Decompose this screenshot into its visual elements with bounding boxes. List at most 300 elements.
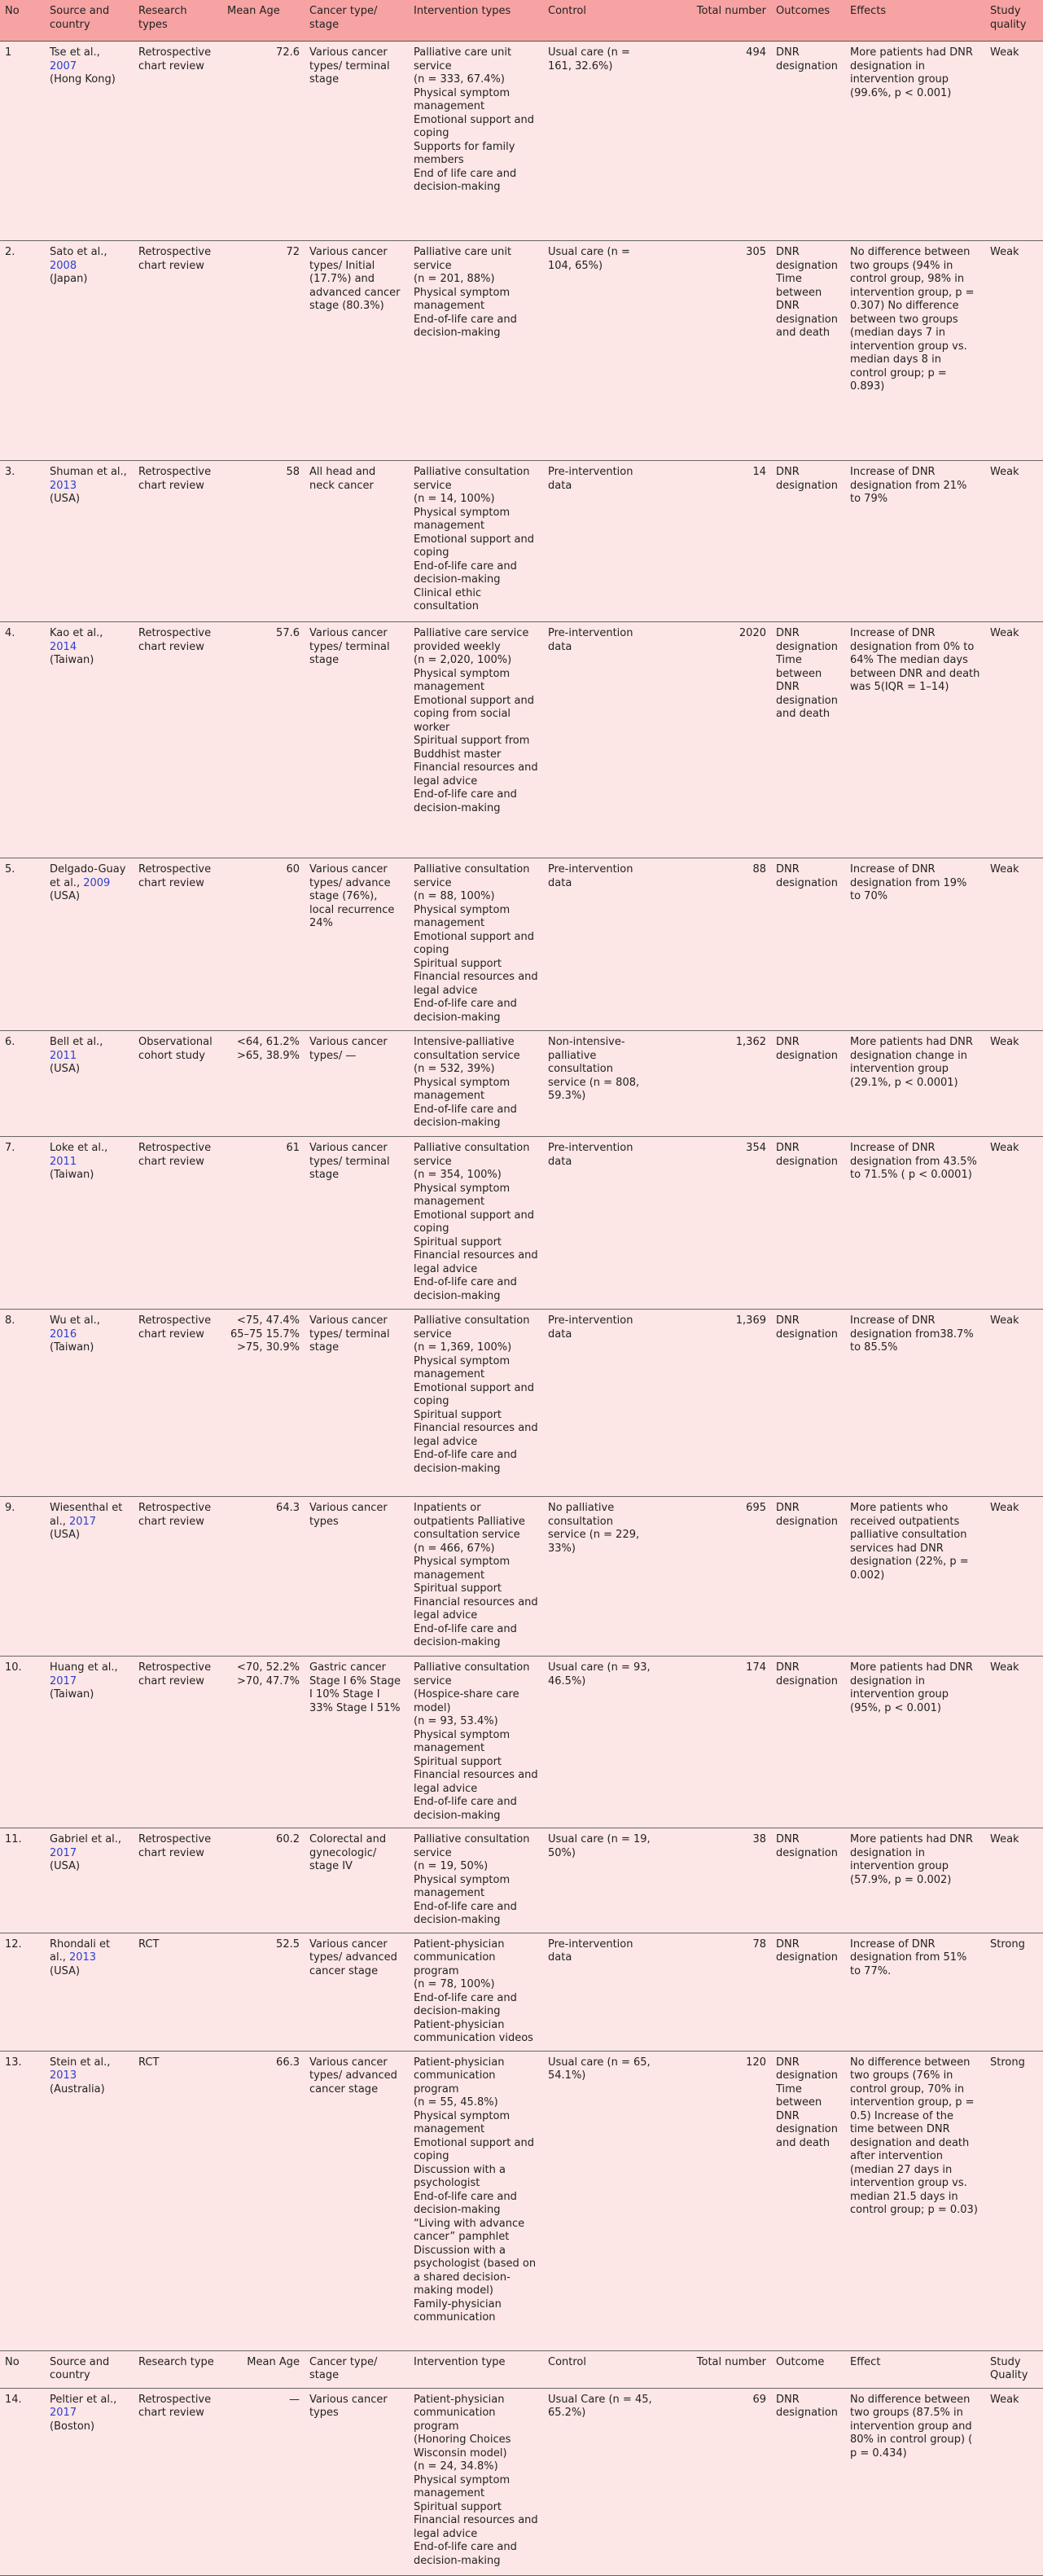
effects: More patients had DNR designation in intervention group (95%, p < 0.001) <box>850 1661 973 1714</box>
cancer-stage: Various cancer types <box>309 1502 388 1528</box>
table-row <box>0 1933 1043 2051</box>
intervention-line: Physical symptom management <box>414 86 511 112</box>
table-row <box>0 42 1043 241</box>
outcomes: DNR designation Time between DNR designation and death <box>776 2056 838 2149</box>
total-number: 2020 <box>738 627 766 639</box>
author: Loke et al., <box>50 1142 108 1154</box>
intervention-line: Spiritual support from Buddhist master <box>414 735 530 761</box>
intervention-line: Emotional support and coping <box>414 1381 534 1407</box>
control: Usual care (n = 19, 50%) <box>548 1833 651 1859</box>
row-number: 8. <box>5 1314 15 1327</box>
citation-link[interactable]: 2016 <box>50 1327 77 1341</box>
intervention-line: Discussion with a psychologist (based on a shared decision-making model) <box>414 2244 537 2297</box>
intervention-line: Financial resources and legal advice <box>414 761 538 788</box>
control: Non-intensive-palliative consultation service (n = 808, 59.3%) <box>548 1036 640 1102</box>
table-row <box>0 858 1043 1031</box>
citation-link[interactable]: 2014 <box>50 640 77 653</box>
intervention-line: Physical symptom management <box>414 903 511 929</box>
col-intervention: Intervention types <box>409 0 543 42</box>
row-number: 4. <box>5 627 15 639</box>
mean-age: 72.6 <box>276 46 300 59</box>
intervention-line: (n = 24, 34.8%) <box>414 2460 498 2473</box>
intervention-line: Physical symptom management <box>414 667 511 693</box>
intervention-line: (n = 19, 50%) <box>414 1860 489 1872</box>
intervention-line: Palliative care service provided weekly <box>414 627 529 653</box>
total-number: 78 <box>752 1937 766 1951</box>
citation-link[interactable]: 2017 <box>50 1674 77 1687</box>
row-number: 6. <box>5 1036 15 1048</box>
intervention-cell <box>409 1310 543 1497</box>
country: (USA) <box>50 493 81 505</box>
mean-age: — <box>289 2393 300 2406</box>
col-research: Research types <box>134 0 222 42</box>
total-number: 38 <box>752 1833 766 1845</box>
row-number: 13. <box>5 2056 22 2069</box>
cancer-stage: Various cancer types/ advance stage (76%), local recurrence 24% <box>309 863 395 929</box>
row-number: 10. <box>5 1661 22 1674</box>
table-header <box>0 0 1043 42</box>
intervention-line: Palliative consultation service <box>414 466 530 492</box>
cancer-stage: Various cancer types/ terminal stage <box>309 1142 390 1181</box>
intervention-line: Clinical ethic consultation <box>414 586 482 612</box>
research-type: Retrospective chart review <box>138 246 212 272</box>
intervention-line: Physical symptom management <box>414 1354 511 1380</box>
control: Usual Care (n = 45, 65.2%) <box>548 2393 652 2419</box>
control: Usual care (n = 93, 46.5%) <box>548 1661 651 1687</box>
total-number: 305 <box>746 246 766 258</box>
intervention-line: End-of-life care and decision-making <box>414 1900 517 1926</box>
source-cell <box>45 1137 134 1310</box>
total-number: 354 <box>746 1142 766 1154</box>
citation-link[interactable]: 2013 <box>50 2069 77 2082</box>
subheader-no: No <box>0 2350 45 2388</box>
row-number: 14. <box>5 2393 22 2406</box>
total-number: 120 <box>746 2056 766 2069</box>
intervention-cell <box>409 241 543 461</box>
effects: More patients had DNR designation in intervention group (99.6%, p < 0.001) <box>850 46 973 99</box>
source-cell <box>45 1497 134 1657</box>
cancer-stage: Various cancer types/ advanced cancer stage <box>309 2056 397 2095</box>
row-number: 3. <box>5 466 15 478</box>
intervention-line: (n = 14, 100%) <box>414 493 495 505</box>
outcomes: DNR designation <box>776 466 838 492</box>
cancer-stage: All head and neck cancer <box>309 466 376 492</box>
citation-link[interactable]: 2017 <box>68 1515 97 1528</box>
row-number: 12. <box>5 1937 22 1951</box>
intervention-line: Palliative consultation service <box>414 1142 530 1168</box>
intervention-line: Physical symptom management <box>414 2473 511 2499</box>
mean-age: 72 <box>286 246 300 258</box>
outcomes: DNR designation <box>776 1142 838 1168</box>
cancer-stage: Various cancer types/ — <box>309 1036 388 1062</box>
source-cell <box>45 461 134 622</box>
country: (Taiwan) <box>50 1688 94 1701</box>
cancer-stage: Various cancer types/ Initial (17.7%) and advanced cancer stage (80.3%) <box>309 246 401 312</box>
research-type: Retrospective chart review <box>138 46 212 72</box>
control: Usual care (n = 104, 65%) <box>548 246 630 272</box>
intervention-line: End-of-life care and decision-making <box>414 1796 517 1822</box>
source-cell <box>45 1828 134 1933</box>
author: Peltier et al., <box>50 2393 117 2406</box>
study-quality: Weak <box>990 466 1019 478</box>
table-row <box>0 241 1043 461</box>
intervention-line: Patient-physician communication program <box>414 2393 505 2433</box>
intervention-line: Emotional support and coping <box>414 2136 534 2162</box>
intervention-line: End-of-life care and decision-making <box>414 1449 517 1475</box>
intervention-cell <box>409 1031 543 1137</box>
author: Wiesenthal et al., <box>50 1502 123 1528</box>
intervention-line: End-of-life care and decision-making <box>414 1991 517 2017</box>
intervention-line: End-of-life care and decision-making <box>414 313 517 339</box>
intervention-line: Patient-physician communication program <box>414 2056 505 2095</box>
effects: Increase of DNR designation from38.7% to 85.5% <box>850 1314 974 1354</box>
intervention-line: Emotional support and coping <box>414 930 534 956</box>
country: (Taiwan) <box>50 1169 94 1181</box>
intervention-cell <box>409 2388 543 2575</box>
intervention-line: Physical symptom management <box>414 1873 511 1899</box>
intervention-line: End-of-life care and decision-making <box>414 1103 517 1129</box>
citation-link[interactable]: 2011 <box>50 1155 77 1168</box>
study-quality: Weak <box>990 1833 1019 1845</box>
control: Pre-intervention data <box>548 466 633 492</box>
intervention-line: (n = 354, 100%) <box>414 1169 502 1181</box>
research-type: Retrospective chart review <box>138 1833 212 1859</box>
intervention-line: Emotional support and coping from social worker <box>414 694 534 734</box>
author: Delgado-Guay et al., <box>50 863 126 889</box>
intervention-cell <box>409 461 543 622</box>
source-cell <box>45 622 134 858</box>
study-quality: Weak <box>990 1314 1019 1327</box>
outcomes: DNR designation <box>776 1314 838 1341</box>
author: Sato et al., <box>50 246 107 258</box>
cancer-stage: Various cancer types/ terminal stage <box>309 1314 390 1354</box>
citation-link[interactable]: 2013 <box>68 1951 97 1964</box>
country: (Hong Kong) <box>50 73 116 86</box>
mean-age: <64, 61.2% >65, 38.9% <box>237 1036 300 1062</box>
intervention-line: (n = 201, 88%) <box>414 273 495 285</box>
col-control: Control <box>543 0 658 42</box>
country: (Taiwan) <box>50 1341 94 1354</box>
intervention-line: Palliative care unit service <box>414 46 512 72</box>
intervention-line: Financial resources and legal advice <box>414 1769 538 1795</box>
control: Pre-intervention data <box>548 627 633 653</box>
research-type: Retrospective chart review <box>138 863 212 889</box>
subheader-cancer: Cancer type/ stage <box>305 2350 409 2388</box>
intervention-line: (Hospice-share care model) <box>414 1688 519 1714</box>
table-row <box>0 1497 1043 1657</box>
row-number: 2. <box>5 246 15 258</box>
total-number: 1,369 <box>735 1314 766 1327</box>
table-body <box>0 42 1043 2576</box>
mean-age: <70, 52.2% >70, 47.7% <box>237 1661 300 1687</box>
study-quality: Weak <box>990 1036 1019 1048</box>
intervention-line: (n = 532, 39%) <box>414 1063 495 1075</box>
intervention-line: Patient-physician communication videos <box>414 2018 533 2044</box>
research-type: Retrospective chart review <box>138 1661 212 1687</box>
author: Huang et al., <box>50 1661 118 1674</box>
mean-age: 58 <box>286 466 300 478</box>
intervention-cell <box>409 1497 543 1657</box>
col-no: No <box>0 0 45 42</box>
subheader-intervention: Intervention type <box>409 2350 543 2388</box>
intervention-line: Spiritual support <box>414 1235 502 1249</box>
intervention-line: (n = 2,020, 100%) <box>414 654 512 666</box>
country: (USA) <box>50 890 81 902</box>
col-quality: Study quality <box>985 0 1043 42</box>
row-number: 1 <box>5 46 12 59</box>
intervention-line: Physical symptom management <box>414 506 511 532</box>
research-type: RCT <box>138 1937 160 1951</box>
intervention-line: End-of-life care and decision-making <box>414 2190 517 2216</box>
study-quality: Weak <box>990 1502 1019 1514</box>
table-row <box>0 622 1043 858</box>
cancer-stage: Various cancer types <box>309 2393 388 2419</box>
intervention-line: Family-physician communication <box>414 2297 502 2324</box>
col-cancer: Cancer type/ stage <box>305 0 409 42</box>
research-type: Retrospective chart review <box>138 1142 212 1168</box>
total-number: 1,362 <box>735 1036 766 1048</box>
intervention-line: Palliative consultation service <box>414 863 530 889</box>
intervention-line: End-of-life care and decision-making <box>414 1276 517 1302</box>
table-row <box>0 461 1043 622</box>
intervention-line: (n = 78, 100%) <box>414 1978 495 1990</box>
row-number: 9. <box>5 1502 15 1514</box>
intervention-line: Financial resources and legal advice <box>414 2514 538 2540</box>
study-quality: Strong <box>990 1937 1025 1951</box>
intervention-line: Inpatients or outpatients Palliative consultation service <box>414 1502 525 1541</box>
intervention-cell <box>409 42 543 241</box>
intervention-line: Emotional support and coping <box>414 113 534 139</box>
intervention-line: Financial resources and legal advice <box>414 971 538 997</box>
country: (USA) <box>50 1964 81 1977</box>
subheader-age: Mean Age <box>222 2350 305 2388</box>
mean-age: 61 <box>286 1142 300 1154</box>
research-type: Retrospective chart review <box>138 627 212 653</box>
effects: Increase of DNR designation from 21% to 79% <box>850 466 967 505</box>
table-row <box>0 2051 1043 2350</box>
cancer-stage: Various cancer types/ advanced cancer stage <box>309 1937 397 1977</box>
research-type: Retrospective chart review <box>138 1314 212 1341</box>
intervention-line: Discussion with a psychologist <box>414 2163 506 2189</box>
research-type: Retrospective chart review <box>138 466 212 492</box>
citation-link[interactable]: 2011 <box>50 1049 77 1062</box>
table-row <box>0 2388 1043 2575</box>
effects: Increase of DNR designation from 51% to 77%. <box>850 1937 967 1977</box>
intervention-line: End-of-life care and decision-making <box>414 560 517 586</box>
intervention-line: Spiritual support <box>414 957 502 970</box>
mean-age: 64.3 <box>276 1502 300 1514</box>
intervention-line: End-of-life care and decision-making <box>414 1622 517 1648</box>
intervention-line: End-of-life care and decision-making <box>414 998 517 1024</box>
intervention-line: Intensive-palliative consultation service <box>414 1036 520 1062</box>
study-quality: Strong <box>990 2056 1025 2069</box>
intervention-cell <box>409 2051 543 2350</box>
row-number: 5. <box>5 863 15 875</box>
intervention-line: Spiritual support <box>414 1408 502 1421</box>
source-cell <box>45 1933 134 2051</box>
intervention-line: Supports for family members <box>414 140 515 166</box>
col-age: Mean Age <box>222 0 305 42</box>
control: Usual care (n = 161, 32.6%) <box>548 46 630 72</box>
mean-age: 60 <box>286 863 300 875</box>
citation-link[interactable]: 2007 <box>50 59 77 72</box>
intervention-line: Physical symptom management <box>414 286 511 312</box>
outcomes: DNR designation Time between DNR designation and death <box>776 246 838 339</box>
citation-link[interactable]: 2013 <box>50 479 77 492</box>
table-row <box>0 1657 1043 1828</box>
intervention-line: End-of-life care and decision-making <box>414 2541 517 2567</box>
repeated-header-row <box>0 2350 1043 2388</box>
research-type: RCT <box>138 2056 160 2069</box>
intervention-cell <box>409 1828 543 1933</box>
study-quality: Weak <box>990 46 1019 59</box>
effects: Increase of DNR designation from 19% to 70% <box>850 863 967 902</box>
cancer-stage: Gastric cancer Stage I 6% Stage I 10% Stage I 33% Stage I 51% <box>309 1661 401 1714</box>
intervention-line: (n = 93, 53.4%) <box>414 1715 498 1727</box>
research-type: Observational cohort study <box>138 1036 213 1062</box>
research-type: Retrospective chart review <box>138 2393 212 2419</box>
intervention-line: End of life care and decision-making <box>414 167 517 193</box>
table-row <box>0 1310 1043 1497</box>
intervention-line: Palliative consultation service <box>414 1833 530 1859</box>
subheader-total: Total number <box>658 2350 771 2388</box>
col-source: Source and country <box>45 0 134 42</box>
outcomes: DNR designation <box>776 1502 838 1528</box>
subheader-control: Control <box>543 2350 658 2388</box>
mean-age: 52.5 <box>276 1937 300 1951</box>
control: Pre-intervention data <box>548 1937 633 1964</box>
source-cell <box>45 42 134 241</box>
outcomes: DNR designation Time between DNR designation and death <box>776 627 838 720</box>
intervention-line: Patient-physician communication program <box>414 1937 505 1977</box>
table-row <box>0 1137 1043 1310</box>
subheader-research: Research type <box>134 2350 222 2388</box>
country: (Japan) <box>50 273 88 285</box>
intervention-line: Spiritual support <box>414 2500 502 2513</box>
intervention-cell <box>409 1933 543 2051</box>
source-cell <box>45 1310 134 1497</box>
intervention-line: Emotional support and coping <box>414 533 534 559</box>
control: Pre-intervention data <box>548 1314 633 1341</box>
outcomes: DNR designation <box>776 1036 838 1062</box>
effects: More patients had DNR designation in intervention group (57.9%, p = 0.002) <box>850 1833 973 1886</box>
author: Bell et al., <box>50 1036 103 1048</box>
total-number: 14 <box>752 466 766 478</box>
country: (USA) <box>50 1063 81 1075</box>
intervention-line: Spiritual support <box>414 1755 502 1768</box>
author: Tse et al., <box>50 46 100 59</box>
outcomes: DNR designation <box>776 863 838 889</box>
total-number: 695 <box>746 1502 766 1514</box>
source-cell <box>45 858 134 1031</box>
study-quality: Weak <box>990 863 1019 875</box>
intervention-line: Physical symptom management <box>414 1556 511 1582</box>
intervention-line: Physical symptom management <box>414 1182 511 1208</box>
outcomes: DNR designation <box>776 1937 838 1964</box>
outcomes: DNR designation <box>776 2393 838 2419</box>
source-cell <box>45 2051 134 2350</box>
intervention-line: (n = 466, 67%) <box>414 1542 495 1555</box>
total-number: 494 <box>746 46 766 59</box>
row-number: 7. <box>5 1142 15 1154</box>
control: Pre-intervention data <box>548 1142 633 1168</box>
author: Kao et al., <box>50 627 103 639</box>
intervention-cell <box>409 622 543 858</box>
total-number: 174 <box>746 1661 766 1674</box>
study-quality: Weak <box>990 1661 1019 1674</box>
author: Gabriel et al., <box>50 1833 122 1845</box>
study-quality: Weak <box>990 1142 1019 1154</box>
source-cell <box>45 1031 134 1137</box>
effects: More patients who received outpatients palliative consultation services had DNR designation (22%, p = 0.002) <box>850 1502 969 1582</box>
citation-link[interactable]: 2008 <box>50 259 77 272</box>
intervention-line: Physical symptom management <box>414 1728 511 1754</box>
author: Shuman et al., <box>50 466 127 478</box>
intervention-line: (n = 333, 67.4%) <box>414 73 505 86</box>
citation-link[interactable]: 2017 <box>50 2407 77 2419</box>
intervention-line: “Living with advance cancer” pamphlet <box>414 2217 525 2243</box>
col-total: Total number <box>658 0 771 42</box>
control: Usual care (n = 65, 54.1%) <box>548 2056 651 2082</box>
author: Stein et al., <box>50 2056 111 2069</box>
table-row <box>0 1031 1043 1137</box>
mean-age: 66.3 <box>276 2056 300 2069</box>
intervention-line: Palliative consultation service <box>414 1314 530 1341</box>
intervention-line: (n = 55, 45.8%) <box>414 2096 498 2109</box>
col-outcomes: Outcomes <box>771 0 845 42</box>
effects: No difference between two groups (87.5% in intervention group and 80% in control group) ( p = 0.434) <box>850 2393 973 2460</box>
intervention-cell <box>409 1137 543 1310</box>
source-cell <box>45 2388 134 2575</box>
table-row <box>0 1828 1043 1933</box>
intervention-line: Emotional support and coping <box>414 1209 534 1235</box>
subheader-effects: Effect <box>845 2350 985 2388</box>
total-number: 88 <box>752 863 766 875</box>
mean-age: <75, 47.4% 65–75 15.7% >75, 30.9% <box>230 1314 300 1354</box>
author: Wu et al., <box>50 1314 100 1327</box>
row-number: 11. <box>5 1833 22 1845</box>
source-cell <box>45 1657 134 1828</box>
col-effects: Effects <box>845 0 985 42</box>
author: Rhondali et al., <box>50 1937 111 1964</box>
effects: No difference between two groups (94% in control group, 98% in intervention group, p = 0.307) No difference between two groups (median days 7 in intervention group vs. median days 8 in control group; p = 0.893) <box>850 246 975 393</box>
mean-age: 60.2 <box>276 1833 300 1845</box>
intervention-line: Physical symptom management <box>414 1076 511 1102</box>
country: (USA) <box>50 1860 81 1872</box>
study-quality: Weak <box>990 2393 1019 2406</box>
intervention-line: (n = 1,369, 100%) <box>414 1341 512 1354</box>
outcomes: DNR designation <box>776 46 838 72</box>
intervention-line: (Honoring Choices Wisconsin model) <box>414 2433 511 2460</box>
intervention-line: Financial resources and legal advice <box>414 1422 538 1448</box>
intervention-line: Physical symptom management <box>414 2109 511 2135</box>
intervention-cell <box>409 1657 543 1828</box>
total-number: 69 <box>752 2393 766 2406</box>
intervention-cell <box>409 858 543 1031</box>
citation-link[interactable]: 2009 <box>83 876 111 889</box>
intervention-line: Palliative care unit service <box>414 246 512 272</box>
cancer-stage: Colorectal and gynecologic/ stage IV <box>309 1833 387 1872</box>
intervention-line: Spiritual support <box>414 1582 502 1595</box>
citation-link[interactable]: 2017 <box>50 1846 77 1859</box>
country: (Boston) <box>50 2420 95 2433</box>
mean-age: 57.6 <box>276 627 300 639</box>
intervention-line: Palliative consultation service <box>414 1661 530 1687</box>
control: No palliative consultation service (n = 229, 33%) <box>548 1502 640 1555</box>
effects: More patients had DNR designation change in intervention group (29.1%, p < 0.0001) <box>850 1036 973 1089</box>
intervention-line: (n = 88, 100%) <box>414 890 495 902</box>
country: (USA) <box>50 1529 81 1541</box>
